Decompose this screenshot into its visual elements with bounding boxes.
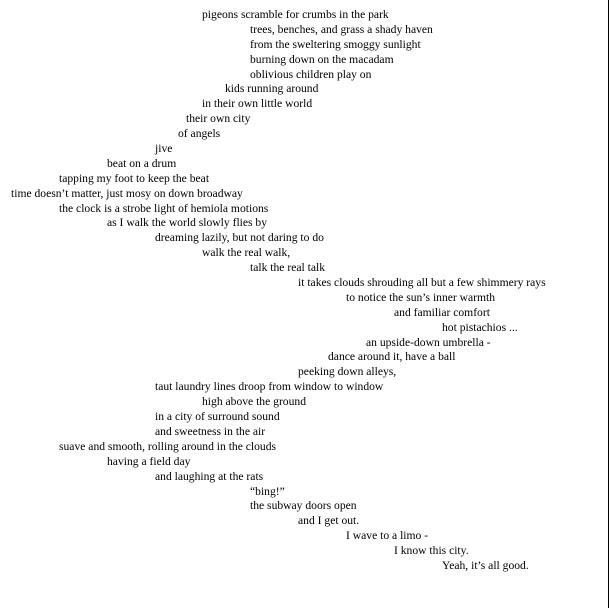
poem-line: in a city of surround sound bbox=[155, 410, 280, 424]
poem-line: peeking down alleys, bbox=[298, 365, 397, 379]
poem-line: I wave to a limo - bbox=[346, 529, 429, 543]
poem-line: in their own little world bbox=[202, 97, 313, 111]
poem-line: it takes clouds shrouding all but a few shimmery rays bbox=[298, 276, 546, 290]
poem-line: an upside-down umbrella - bbox=[366, 335, 491, 349]
poem-line: to notice the sun’s inner warmth bbox=[346, 290, 496, 304]
poem-line: Yeah, it’s all good. bbox=[442, 558, 529, 572]
poem-line: beat on a drum bbox=[107, 156, 177, 170]
poem-line: as I walk the world slowly flies by bbox=[107, 216, 268, 230]
poem-line: the subway doors open bbox=[250, 499, 357, 513]
poem-line: kids running around bbox=[225, 82, 319, 96]
poem-line: “bing!” bbox=[250, 484, 285, 498]
poem-line: and laughing at the rats bbox=[155, 469, 264, 483]
poem-line: dance around it, have a ball bbox=[328, 350, 456, 364]
poem-line: burning down on the macadam bbox=[250, 52, 394, 66]
poem bbox=[0, 8, 609, 574]
poem-line: jive bbox=[155, 142, 173, 156]
poem-line: tapping my foot to keep the beat bbox=[59, 171, 210, 185]
poem-line: and sweetness in the air bbox=[155, 424, 266, 438]
poem-line: talk the real talk bbox=[250, 261, 326, 275]
poem-line: high above the ground bbox=[202, 395, 306, 409]
poem-line: having a field day bbox=[107, 454, 191, 468]
poem-line: the clock is a strobe light of hemiola motions bbox=[59, 201, 269, 215]
poem-line: and familiar comfort bbox=[394, 305, 490, 319]
poem-line: taut laundry lines droop from window to window bbox=[155, 380, 384, 394]
poem-line: suave and smooth, rolling around in the clouds bbox=[59, 439, 277, 453]
poem-line: dreaming lazily, but not daring to do bbox=[155, 231, 324, 245]
poem-line: walk the real walk, bbox=[202, 246, 291, 260]
poem-line: and I get out. bbox=[298, 514, 360, 528]
poem-line: of angels bbox=[178, 127, 221, 141]
poem-line: trees, benches, and grass a shady haven bbox=[250, 22, 433, 36]
poem-line: pigeons scramble for crumbs in the park bbox=[202, 8, 389, 21]
poem-line: hot pistachios ... bbox=[442, 320, 518, 334]
poem-line: from the sweltering smoggy sunlight bbox=[250, 37, 421, 51]
poem-line: I know this city. bbox=[394, 544, 469, 558]
poem-line: oblivious children play on bbox=[250, 67, 372, 81]
poem-line: time doesn’t matter, just mosy on down broadway bbox=[11, 186, 243, 200]
poem-line: their own city bbox=[186, 112, 251, 126]
